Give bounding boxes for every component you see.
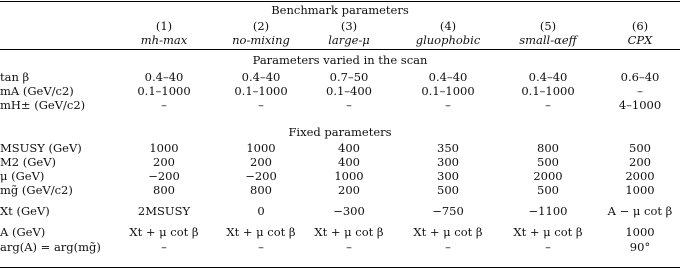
row-label: Xt (GeV) xyxy=(0,204,50,218)
table-cell: 4–1000 xyxy=(618,98,662,112)
table-cell: – xyxy=(346,240,352,254)
table-cell: −1100 xyxy=(528,204,568,218)
table-cell: – xyxy=(445,240,451,254)
table-cell: 350 xyxy=(437,141,459,155)
table-cell: 1000 xyxy=(625,225,655,239)
table-cell: 0.1–1000 xyxy=(137,84,191,98)
table-cell: 0.1–400 xyxy=(326,84,372,98)
row-label: A (GeV) xyxy=(0,225,46,239)
column-number-1: (1) xyxy=(155,19,173,33)
table-cell: – xyxy=(445,98,451,112)
table-cell: 200 xyxy=(250,155,272,169)
bottom-rule xyxy=(0,267,680,268)
column-number-2: (2) xyxy=(252,19,270,33)
table-cell: 1000 xyxy=(149,141,179,155)
table-cell: 2000 xyxy=(533,169,563,183)
table-cell: 800 xyxy=(153,183,175,197)
table-cell: 500 xyxy=(537,155,559,169)
table-cell: 400 xyxy=(338,155,360,169)
section-varied-heading: Parameters varied in the scan xyxy=(252,53,428,67)
table-cell: 0.7–50 xyxy=(329,70,369,84)
table-cell: 1000 xyxy=(625,183,655,197)
table-title: Benchmark parameters xyxy=(271,3,409,17)
table-cell: – xyxy=(161,240,167,254)
table-cell: 0.4–40 xyxy=(428,70,468,84)
table-cell: 500 xyxy=(437,183,459,197)
table-cell: 1000 xyxy=(334,169,364,183)
table-cell: 0.1–1000 xyxy=(521,84,575,98)
table-cell: – xyxy=(258,240,264,254)
row-label: M2 (GeV) xyxy=(0,155,57,169)
table-cell: – xyxy=(545,240,551,254)
table-cell: – xyxy=(545,98,551,112)
table-cell: – xyxy=(161,98,167,112)
row-label: mA (GeV/c2) xyxy=(0,84,74,98)
table-cell: Xt + μ cot β xyxy=(314,225,384,239)
row-label: tan β xyxy=(0,70,30,84)
table-cell: −200 xyxy=(245,169,277,183)
table-cell: 0.1–1000 xyxy=(234,84,288,98)
table-cell: 200 xyxy=(153,155,175,169)
row-label: mH± (GeV/c2) xyxy=(0,98,86,112)
table-cell: 2000 xyxy=(625,169,655,183)
row-label: μ (GeV) xyxy=(0,169,45,183)
column-number-3: (3) xyxy=(340,19,358,33)
table-cell: −750 xyxy=(432,204,464,218)
table-cell: – xyxy=(258,98,264,112)
table-cell: 200 xyxy=(629,155,651,169)
table-cell: 0.1–1000 xyxy=(421,84,475,98)
table-cell: 300 xyxy=(437,169,459,183)
table-cell: 0 xyxy=(257,204,265,218)
table-cell: – xyxy=(637,84,643,98)
scenario-name-4: gluophobic xyxy=(415,33,481,47)
column-number-5: (5) xyxy=(539,19,557,33)
table-cell: A − μ cot β xyxy=(607,204,673,218)
row-label: mg̃ (GeV/c2) xyxy=(0,183,73,197)
table-cell: 0.4–40 xyxy=(528,70,568,84)
table-cell: 400 xyxy=(338,141,360,155)
table-cell: Xt + μ cot β xyxy=(226,225,296,239)
row-label: arg(A) = arg(mg̃) xyxy=(0,240,101,254)
table-cell: 2MSUSY xyxy=(137,204,191,218)
column-number-6: (6) xyxy=(631,19,649,33)
section-fixed-heading: Fixed parameters xyxy=(288,125,392,139)
table-cell: 200 xyxy=(338,183,360,197)
table-cell: Xt + μ cot β xyxy=(413,225,483,239)
scenario-name-2: no-mixing xyxy=(232,33,290,47)
table-cell: 800 xyxy=(250,183,272,197)
table-cell: 800 xyxy=(537,141,559,155)
top-rule xyxy=(0,1,680,2)
table-cell: 0.6–40 xyxy=(620,70,660,84)
scenario-name-5: small-αeff xyxy=(519,33,577,47)
table-cell: 90° xyxy=(629,240,651,254)
table-cell: 500 xyxy=(629,141,651,155)
row-label: MSUSY (GeV) xyxy=(0,141,82,155)
header-rule xyxy=(0,49,680,50)
table-cell: 300 xyxy=(437,155,459,169)
table-cell: 500 xyxy=(537,183,559,197)
table-cell: −200 xyxy=(148,169,180,183)
column-number-4: (4) xyxy=(439,19,457,33)
table-cell: Xt + μ cot β xyxy=(129,225,199,239)
table-cell: 1000 xyxy=(246,141,276,155)
table-cell: −300 xyxy=(333,204,365,218)
table-cell: 0.4–40 xyxy=(241,70,281,84)
scenario-name-1: mh-max xyxy=(140,33,188,47)
table-cell: – xyxy=(346,98,352,112)
scenario-name-6: CPX xyxy=(627,33,653,47)
scenario-name-3: large-μ xyxy=(328,33,370,47)
table-cell: 0.4–40 xyxy=(144,70,184,84)
table-cell: Xt + μ cot β xyxy=(513,225,583,239)
